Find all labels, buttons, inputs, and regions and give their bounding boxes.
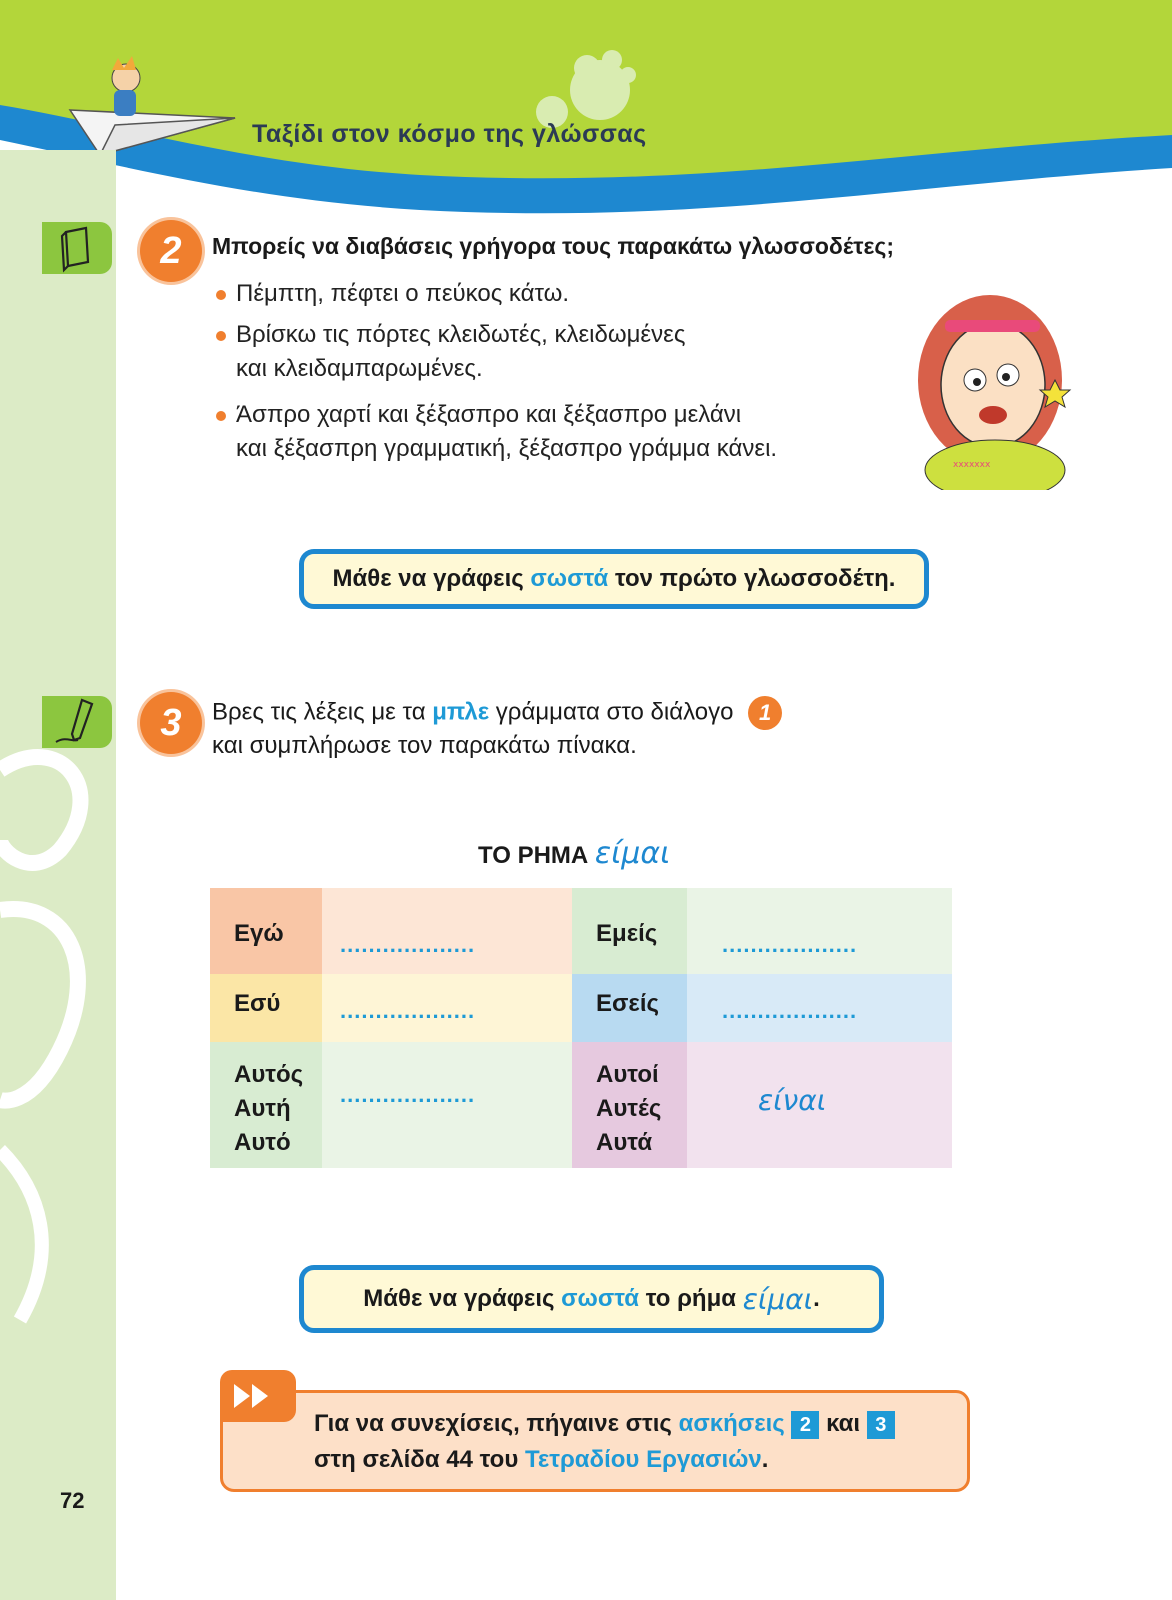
pronoun-cell-eseis — [572, 974, 687, 1042]
bullet-icon — [216, 290, 226, 300]
pronoun-text: Αυτός — [234, 1061, 304, 1088]
exercise-3-badge: 3 — [867, 1411, 895, 1439]
exercise-3-number: 3 — [140, 692, 202, 754]
reading-book-tab — [42, 222, 112, 274]
continue-text-start: Για να συνεχίσεις, πήγαινε στις — [314, 1410, 679, 1437]
pronoun-text: Αυτές — [596, 1095, 662, 1122]
pronoun-text: Αυτή — [234, 1095, 291, 1122]
continue-and: και — [826, 1410, 861, 1437]
continue-exercises-link[interactable]: ασκήσεις — [678, 1410, 785, 1437]
note-text-middle: το ρήμα — [639, 1285, 743, 1312]
tongue-twister-2-line-1: Βρίσκω τις πόρτες κλειδωτές, κλειδωμένες — [236, 321, 686, 348]
blank-ego: ................... — [340, 932, 476, 957]
note-text-start: Μάθε να γράφεις — [332, 565, 531, 592]
answer-einai: είναι — [758, 1084, 827, 1117]
book-icon — [42, 222, 112, 274]
pronoun-cell-emeis — [572, 888, 687, 974]
bullet-icon — [216, 331, 226, 341]
exercise-2-number: 2 — [140, 220, 202, 282]
table-title-verb: είμαι — [594, 836, 671, 871]
writing-pencil-tab — [42, 696, 112, 748]
tongue-twister-3-line-2: και ξέξασπρη γραμματική, ξέξασπρο γράμμα κάνει. — [236, 435, 778, 462]
note-text-end: . — [813, 1285, 820, 1312]
pronoun-cell-aftoi — [572, 1042, 687, 1168]
pencil-icon — [42, 696, 112, 748]
continue-text-end: . — [761, 1446, 769, 1473]
tongue-twister-3 — [216, 398, 777, 466]
blank-esy: ................... — [340, 998, 476, 1023]
svg-text:xxxxxxx: xxxxxxx — [953, 460, 991, 470]
instruction-text-start: Βρες τις λέξεις με τα — [212, 698, 433, 726]
instruction-text-end: γράμματα στο διάλογο — [489, 698, 734, 726]
header-band — [0, 0, 1172, 230]
fast-forward-tab — [220, 1370, 296, 1422]
fast-forward-icon — [220, 1370, 296, 1422]
exercise-2-note — [300, 550, 928, 608]
section-title: Ταξίδι στον κόσμο της γλώσσας — [252, 120, 647, 148]
note-text-start: Μάθε να γράφεις — [363, 1285, 562, 1312]
conjugation-table — [210, 888, 952, 1168]
tongue-twister-2-line-2: και κλειδαμπαρωμένες. — [236, 355, 483, 382]
blank-aftos: ................... — [340, 1082, 476, 1107]
girl-tongue-twister-illustration — [905, 285, 1105, 490]
note-highlight: σωστά — [530, 565, 609, 592]
tongue-twister-3-line-1: Άσπρο χαρτί και ξέξασπρο και ξέξασπρο μελάνι — [236, 401, 742, 428]
exercise-3-instruction-line-2: και συμπλήρωσε τον παρακάτω πίνακα. — [212, 732, 637, 759]
workbook-link[interactable]: Τετραδίου Εργασιών — [524, 1446, 762, 1473]
pronoun-text: Εγώ — [234, 920, 284, 947]
tongue-twister-1-text: Πέμπτη, πέφτει ο πεύκος κάτω. — [236, 280, 570, 307]
pronoun-text: Αυτά — [596, 1129, 653, 1156]
blank-emeis: ................... — [722, 932, 858, 957]
pronoun-cell-ego — [210, 888, 322, 974]
note-text-end: τον πρώτο γλωσσοδέτη. — [608, 565, 896, 592]
continue-line-2 — [314, 1446, 768, 1474]
pronoun-text: Εσύ — [234, 990, 281, 1017]
answer-cell-emeis[interactable] — [687, 888, 952, 974]
continue-box — [220, 1390, 970, 1492]
blank-eseis: ................... — [722, 998, 858, 1023]
exercise-2-question: Μπορείς να διαβάσεις γρήγορα τους παρακάτω γλωσσοδέτες; — [212, 233, 895, 259]
instruction-highlight: μπλε — [432, 698, 490, 726]
table-title — [478, 836, 670, 871]
exercise-3-note — [300, 1266, 883, 1332]
note-highlight: σωστά — [561, 1285, 640, 1312]
exercise-2-badge: 2 — [791, 1411, 819, 1439]
dialogue-reference-badge: 1 — [748, 696, 782, 730]
page-number: 72 — [60, 1488, 85, 1513]
tongue-twister-2 — [216, 318, 685, 386]
pronoun-text: Εσείς — [596, 990, 659, 1017]
pronoun-text: Εμείς — [596, 920, 658, 947]
pronoun-cell-aftos — [210, 1042, 322, 1168]
bullet-icon — [216, 411, 226, 421]
table-title-text: ΤΟ ΡΗΜΑ — [478, 842, 589, 869]
pronoun-text: Αυτό — [234, 1129, 291, 1156]
exercise-3-instruction-line-1 — [212, 696, 782, 730]
continue-line-1 — [314, 1410, 895, 1439]
pronoun-text: Αυτοί — [596, 1061, 659, 1088]
side-decoration — [0, 150, 116, 1600]
note-verb: είμαι — [742, 1282, 814, 1316]
tongue-twister-1 — [216, 277, 569, 311]
answer-cell-ego[interactable] — [322, 888, 572, 974]
pronoun-cell-esy — [210, 974, 322, 1042]
continue-text-start: στη σελίδα 44 του — [314, 1446, 525, 1473]
